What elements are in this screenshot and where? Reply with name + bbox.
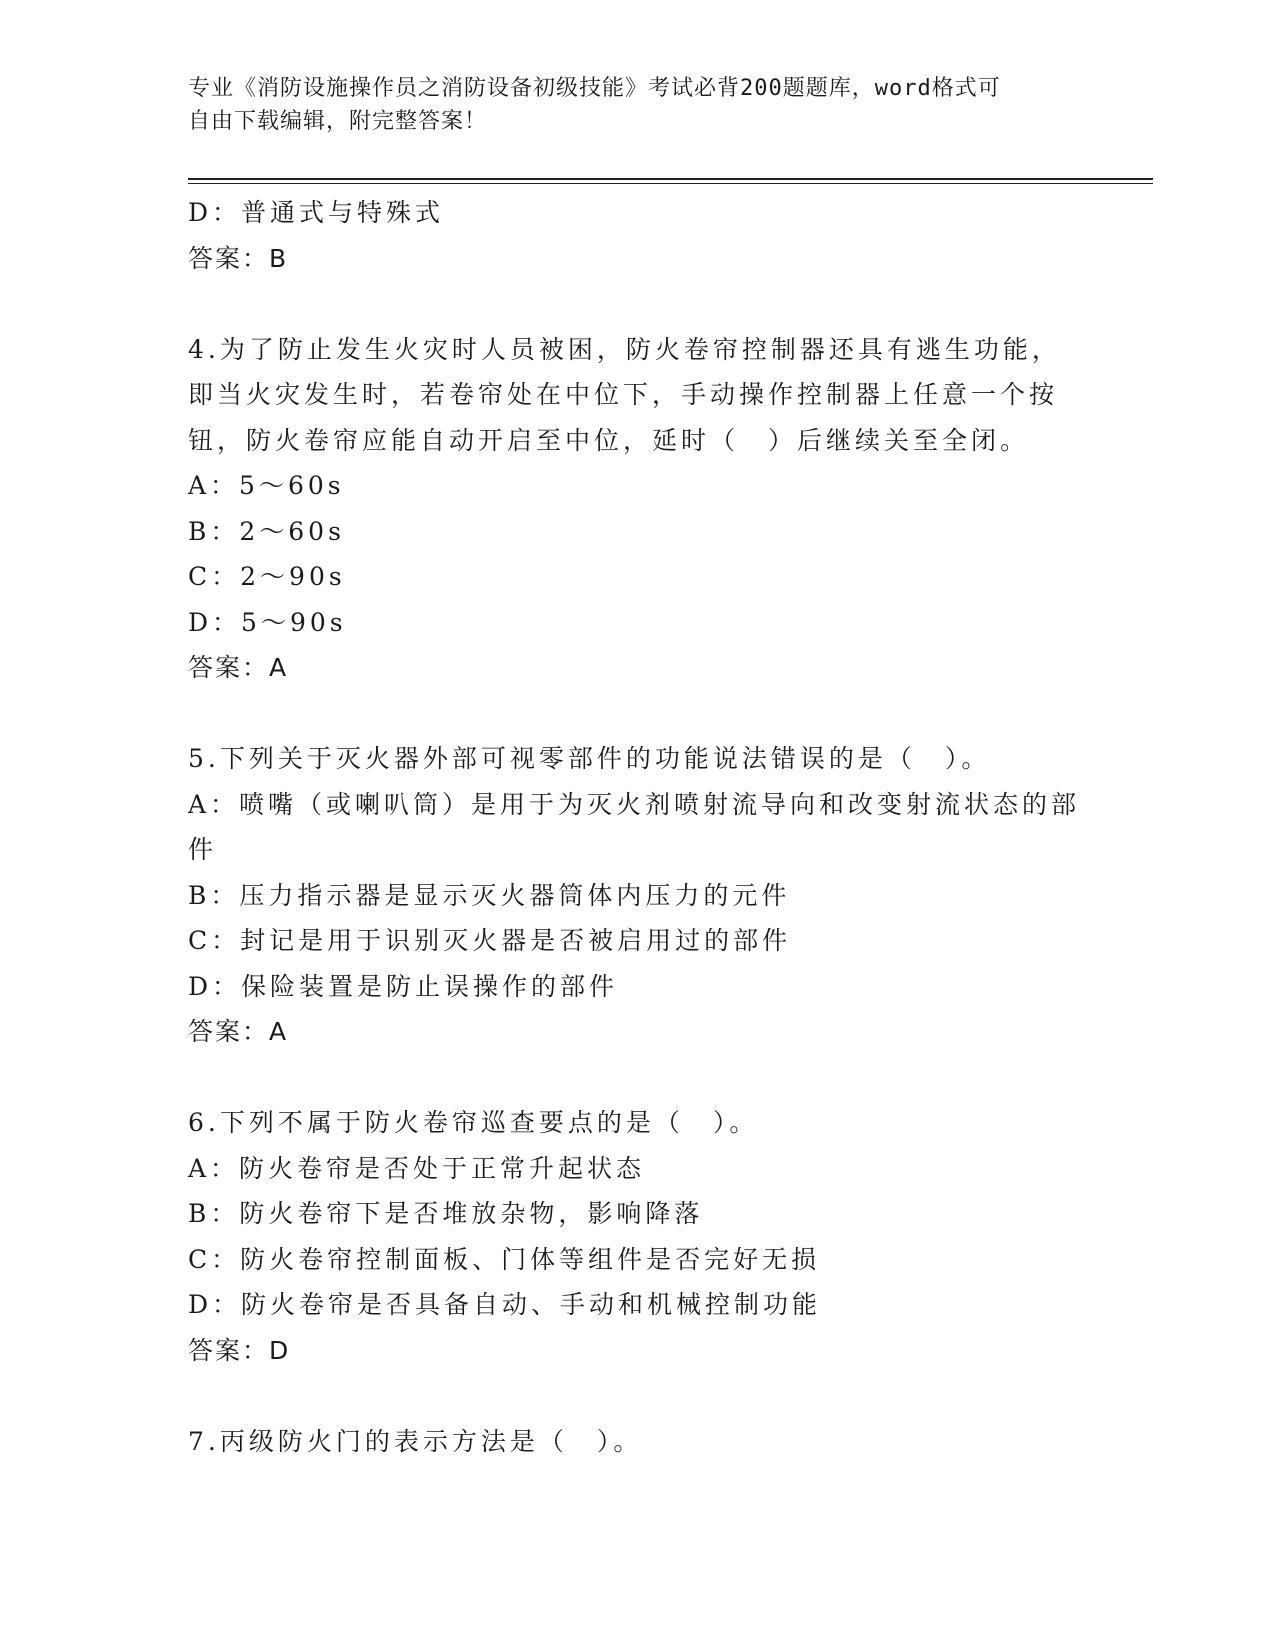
header-divider-thin bbox=[188, 183, 1153, 184]
q4-stem-line-3: 钮，防火卷帘应能自动开启至中位，延时（ ）后继续关至全闭。 bbox=[188, 425, 1030, 455]
header-line-2: 自由下载编辑，附完整答案！ bbox=[188, 109, 488, 134]
header-line-1: 专业《消防设施操作员之消防设备初级技能》考试必背200题题库，word格式可 bbox=[188, 76, 1001, 101]
spacer bbox=[188, 691, 1108, 737]
q6-option-c: C：防火卷帘控制面板、门体等组件是否完好无损 bbox=[188, 1244, 821, 1274]
q6-stem: 6.下列不属于防火卷帘巡查要点的是（ ）。 bbox=[188, 1108, 759, 1137]
q3-answer: 答案：B bbox=[188, 243, 289, 273]
question-3-tail bbox=[188, 190, 1108, 281]
question-4 bbox=[188, 327, 1108, 691]
q4-option-d: D：5～90s bbox=[188, 607, 347, 637]
spacer bbox=[188, 281, 1108, 327]
q6-option-b: B：防火卷帘下是否堆放杂物，影响降落 bbox=[188, 1199, 704, 1228]
q5-answer: 答案：A bbox=[188, 1017, 289, 1046]
q4-option-b: B：2～60s bbox=[188, 516, 345, 546]
q4-stem-line-1: 4.为了防止发生火灾时人员被困，防火卷帘控制器还具有逃生功能， bbox=[188, 334, 1061, 364]
q4-stem-line-2: 即当火灾发生时，若卷帘处在中位下，手动操作控制器上任意一个按 bbox=[188, 380, 1059, 409]
q6-option-a: A：防火卷帘是否处于正常升起状态 bbox=[188, 1153, 646, 1183]
q4-option-c: C：2～90s bbox=[188, 562, 346, 591]
q4-option-a: A：5～60s bbox=[188, 471, 345, 500]
spacer bbox=[188, 1055, 1108, 1101]
q5-option-a-line-1: A：喷嘴（或喇叭筒）是用于为灭火剂喷射流导向和改变射流状态的部 bbox=[188, 789, 1081, 819]
q4-answer: 答案：A bbox=[188, 653, 289, 682]
header-divider-thick bbox=[188, 178, 1153, 180]
q3-option-d: D：普通式与特殊式 bbox=[188, 198, 445, 227]
question-7 bbox=[188, 1419, 1108, 1465]
q5-option-c: C：封记是用于识别灭火器是否被启用过的部件 bbox=[188, 926, 792, 955]
question-5 bbox=[188, 736, 1108, 1055]
spacer bbox=[188, 1373, 1108, 1419]
question-6 bbox=[188, 1100, 1108, 1373]
q5-option-b: B：压力指示器是显示灭火器筒体内压力的元件 bbox=[188, 880, 791, 910]
q5-stem: 5.下列关于灭火器外部可视零部件的功能说法错误的是（ ）。 bbox=[188, 744, 991, 773]
q5-option-a-line-2: 件 bbox=[188, 835, 218, 864]
document-header bbox=[188, 72, 1088, 138]
question-content bbox=[188, 190, 1108, 1464]
q7-stem: 7.丙级防火门的表示方法是（ ）。 bbox=[188, 1426, 643, 1456]
q6-option-d: D：防火卷帘是否具备自动、手动和机械控制功能 bbox=[188, 1290, 822, 1319]
q6-answer: 答案：D bbox=[188, 1335, 291, 1365]
q5-option-d: D：保险装置是防止误操作的部件 bbox=[188, 971, 619, 1001]
